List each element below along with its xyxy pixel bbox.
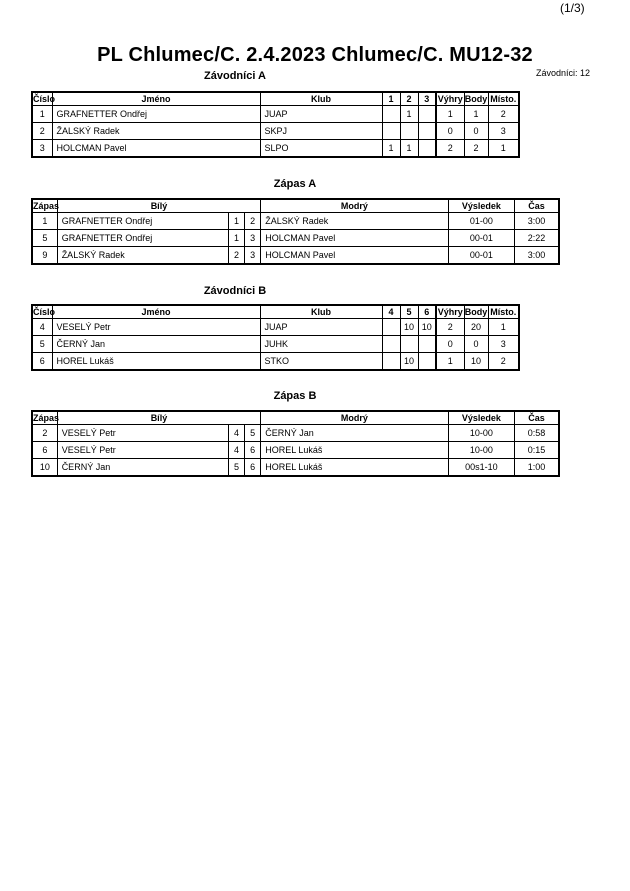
col-name: Jméno [52, 92, 260, 106]
match-number: 2 [32, 425, 57, 442]
white-competitor: ČERNÝ Jan [57, 459, 228, 477]
competitor-wins: 1 [436, 353, 464, 371]
round-score-1: 1 [382, 140, 400, 158]
round-score-3 [418, 336, 436, 353]
col-r3: 3 [418, 92, 436, 106]
round-score-3 [418, 123, 436, 140]
competitor-name: GRAFNETTER Ondřej [52, 106, 260, 123]
col-time: Čas [515, 411, 559, 425]
col-wins: Výhry [437, 94, 463, 104]
match-result: 00s1-10 [448, 459, 515, 477]
col-number: Číslo [33, 307, 56, 317]
match-result: 00-01 [448, 230, 515, 247]
col-points: Body [464, 94, 488, 104]
group-a-header-row [32, 92, 519, 106]
competitor-club: STKO [260, 353, 382, 371]
matches-b-table [31, 410, 560, 477]
competitor-row [32, 336, 519, 353]
round-score-2: 10 [400, 353, 418, 371]
blue-number: 5 [245, 425, 261, 442]
competitor-club: SKPJ [260, 123, 382, 140]
competitor-place: 1 [488, 140, 519, 158]
competitor-points: 20 [464, 319, 488, 336]
competitor-wins: 2 [436, 319, 464, 336]
blue-competitor: HOLCMAN Pavel [261, 230, 448, 247]
col-match: Zápas [33, 201, 60, 211]
col-result: Výsledek [448, 411, 515, 425]
competitor-wins: 0 [436, 336, 464, 353]
white-number: 2 [228, 247, 244, 265]
competitor-number: 2 [32, 123, 52, 140]
col-name: Jméno [52, 305, 260, 319]
competitor-place: 3 [488, 336, 519, 353]
competitor-wins: 2 [436, 140, 464, 158]
col-number: Číslo [33, 94, 56, 104]
col-club: Klub [260, 92, 382, 106]
round-score-3 [418, 353, 436, 371]
white-number: 1 [228, 213, 244, 230]
competitor-number: 1 [32, 106, 52, 123]
competitor-name: HOLCMAN Pavel [52, 140, 260, 158]
competitor-place: 2 [488, 106, 519, 123]
matches-b-title: Zápas B [273, 390, 317, 402]
match-row [32, 425, 559, 442]
round-score-1 [382, 336, 400, 353]
match-number: 10 [32, 459, 57, 477]
match-number: 6 [32, 442, 57, 459]
competitor-points: 10 [464, 353, 488, 371]
match-time: 3:00 [515, 213, 559, 230]
competitor-place: 2 [488, 353, 519, 371]
blue-competitor: ČERNÝ Jan [261, 425, 448, 442]
competitor-points: 0 [464, 123, 488, 140]
col-place: Místo. [488, 92, 519, 106]
round-score-3: 10 [418, 319, 436, 336]
competitor-name: ŽALSKÝ Radek [52, 123, 260, 140]
competitor-name: VESELÝ Petr [52, 319, 260, 336]
blue-competitor: HOREL Lukáš [261, 442, 448, 459]
col-points: Body [464, 307, 488, 317]
blue-competitor: ŽALSKÝ Radek [261, 213, 448, 230]
competitor-row [32, 123, 519, 140]
matches-a-title: Zápas A [273, 178, 317, 190]
blue-number: 3 [245, 230, 261, 247]
competitor-points: 2 [464, 140, 488, 158]
col-wins: Výhry [437, 307, 463, 317]
group-b-table [31, 304, 520, 371]
col-r3: 6 [418, 305, 436, 319]
competitor-points: 1 [464, 106, 488, 123]
competitor-row [32, 353, 519, 371]
competitor-number: 6 [32, 353, 52, 371]
competitor-name: HOREL Lukáš [52, 353, 260, 371]
blue-competitor: HOLCMAN Pavel [261, 247, 448, 265]
page-title: PL Chlumec/C. 2.4.2023 Chlumec/C. MU12-32 [97, 44, 533, 66]
round-score-1 [382, 353, 400, 371]
match-row [32, 247, 559, 265]
matches-a-table [31, 198, 560, 265]
blue-number: 3 [245, 247, 261, 265]
white-competitor: VESELÝ Petr [57, 442, 228, 459]
competitor-wins: 1 [436, 106, 464, 123]
match-time: 2:22 [515, 230, 559, 247]
blue-number: 6 [245, 442, 261, 459]
match-result: 10-00 [448, 425, 515, 442]
round-score-2 [400, 123, 418, 140]
match-result: 10-00 [448, 442, 515, 459]
match-time: 3:00 [515, 247, 559, 265]
blue-number: 2 [245, 213, 261, 230]
competitor-club: SLPO [260, 140, 382, 158]
match-number: 1 [32, 213, 57, 230]
competitor-place: 1 [488, 319, 519, 336]
competitor-number: 4 [32, 319, 52, 336]
col-r2: 2 [400, 92, 418, 106]
round-score-2: 10 [400, 319, 418, 336]
round-score-2 [400, 336, 418, 353]
col-white: Bílý [57, 199, 261, 213]
white-competitor: GRAFNETTER Ondřej [57, 230, 228, 247]
competitors-count: Závodníci: 12 [536, 68, 591, 78]
round-score-1 [382, 106, 400, 123]
col-r2: 5 [400, 305, 418, 319]
match-row [32, 442, 559, 459]
round-score-2: 1 [400, 140, 418, 158]
match-time: 0:15 [515, 442, 559, 459]
white-number: 4 [228, 442, 244, 459]
round-score-1 [382, 319, 400, 336]
round-score-3 [418, 140, 436, 158]
competitor-place: 3 [488, 123, 519, 140]
competitor-wins: 0 [436, 123, 464, 140]
round-score-1 [382, 123, 400, 140]
competitor-club: JUAP [260, 106, 382, 123]
match-row [32, 213, 559, 230]
competitor-number: 5 [32, 336, 52, 353]
col-time: Čas [515, 199, 559, 213]
white-competitor: ŽALSKÝ Radek [57, 247, 228, 265]
match-number: 9 [32, 247, 57, 265]
white-number: 1 [228, 230, 244, 247]
white-competitor: VESELÝ Petr [57, 425, 228, 442]
col-r1: 4 [382, 305, 400, 319]
col-white: Bílý [57, 411, 261, 425]
col-r1: 1 [382, 92, 400, 106]
col-place: Místo. [488, 305, 519, 319]
competitor-club: JUAP [260, 319, 382, 336]
competitor-points: 0 [464, 336, 488, 353]
white-number: 5 [228, 459, 244, 477]
competitor-row [32, 106, 519, 123]
page-number: (1/3) [560, 1, 585, 15]
col-blue: Modrý [261, 199, 448, 213]
match-row [32, 230, 559, 247]
matches-a-header-row [32, 199, 559, 213]
match-time: 1:00 [515, 459, 559, 477]
col-result: Výsledek [448, 199, 515, 213]
col-match: Zápas [33, 413, 60, 423]
competitor-name: ČERNÝ Jan [52, 336, 260, 353]
match-number: 5 [32, 230, 57, 247]
group-b-header-row [32, 305, 519, 319]
blue-number: 6 [245, 459, 261, 477]
match-row [32, 459, 559, 477]
match-result: 00-01 [448, 247, 515, 265]
match-result: 01-00 [448, 213, 515, 230]
competitor-row [32, 319, 519, 336]
white-competitor: GRAFNETTER Ondřej [57, 213, 228, 230]
group-b-title: Závodníci B [203, 285, 267, 297]
matches-b-header-row [32, 411, 559, 425]
round-score-2: 1 [400, 106, 418, 123]
competitor-row [32, 140, 519, 158]
group-a-table [31, 91, 520, 158]
group-a-title: Závodníci A [204, 70, 266, 82]
competitor-number: 3 [32, 140, 52, 158]
competitor-club: JUHK [260, 336, 382, 353]
round-score-3 [418, 106, 436, 123]
match-time: 0:58 [515, 425, 559, 442]
blue-competitor: HOREL Lukáš [261, 459, 448, 477]
white-number: 4 [228, 425, 244, 442]
col-blue: Modrý [261, 411, 448, 425]
col-club: Klub [260, 305, 382, 319]
